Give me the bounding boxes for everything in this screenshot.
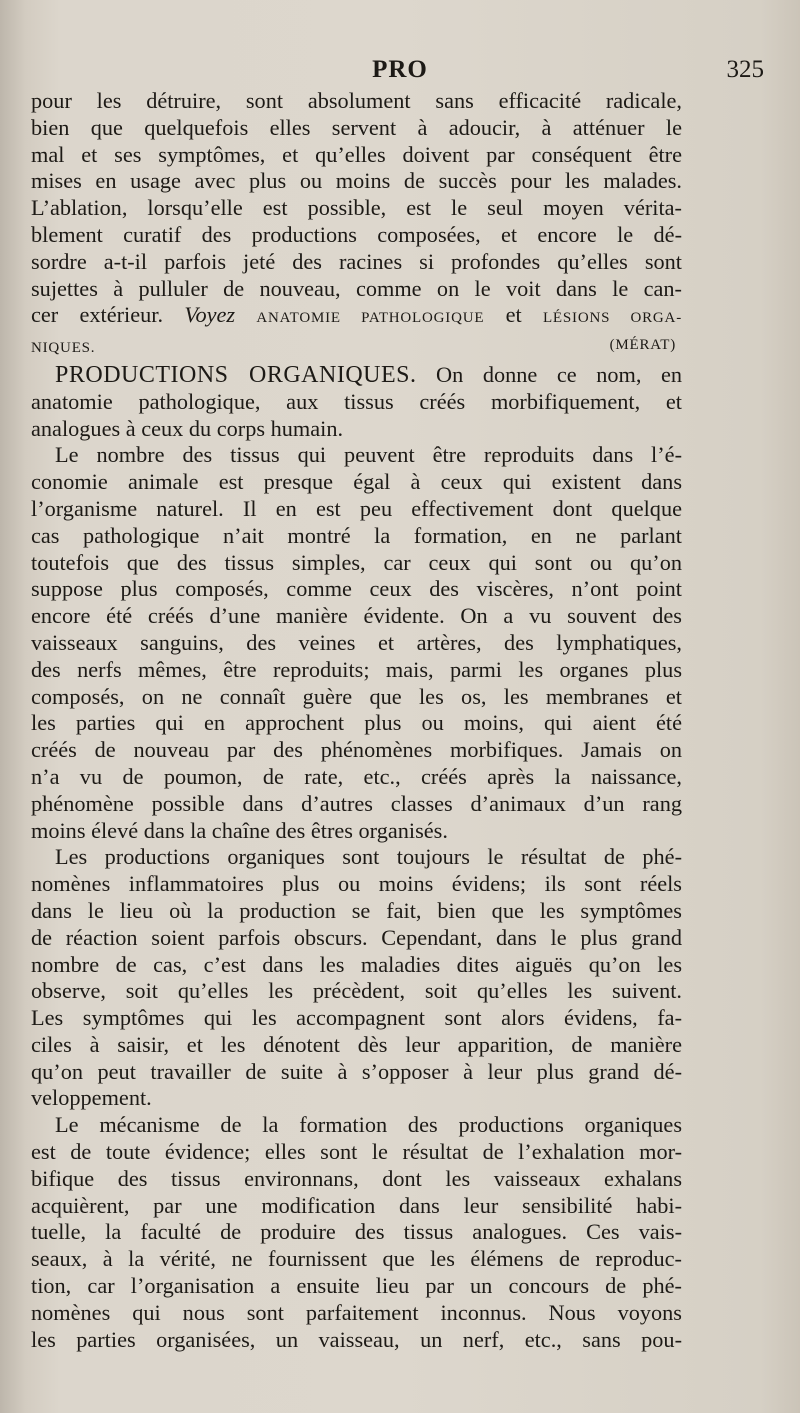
text-line: analogues à ceux du corps humain. (31, 415, 344, 441)
text-line: sujettes à pulluler de nouveau, comme on le voit dans le can- (31, 275, 682, 301)
text-line: bifique des tissus environnans, dont les vaisseaux exhalans (31, 1165, 682, 1191)
page-header (30, 56, 770, 90)
text-line: tion, car l’organisation a ensuite lieu par un concours de phé- (31, 1273, 682, 1299)
text-line: encore été créés d’une manière évidente. On a vu souvent des (31, 603, 682, 629)
text-line: moins élevé dans la chaîne des êtres organisés. (31, 817, 448, 843)
text-line: Le nombre des tissus qui peuvent être reproduits dans l’é- (55, 442, 682, 468)
paragraph (31, 1112, 682, 1353)
text-line: qu’on peut travailler de suite à s’opposer à leur plus grand dé- (31, 1058, 682, 1084)
text-line: suppose plus composés, comme ceux des viscères, n’ont point (31, 576, 682, 602)
text-line: des nerfs mêmes, être reproduits; mais, parmi les organes plus (31, 656, 682, 682)
paragraph (31, 844, 682, 1112)
author-signature: (MÉRAT) (609, 337, 676, 354)
paragraph (31, 442, 682, 844)
text-line: phénomène possible dans d’autres classes d’animaux d’un rang (31, 790, 682, 816)
paragraph-end-of-previous-entry (31, 88, 682, 362)
text-line: seaux, à la vérité, ne fournissent que les élémens de reproduc- (31, 1246, 682, 1272)
text-line: mal et ses symptômes, et qu’elles doivent par conséquent être (31, 141, 682, 167)
text-line: acquièrent, par une modification dans leur sensibilité habi- (31, 1192, 682, 1218)
text-line: Les productions organiques sont toujours le résultat de phé- (55, 844, 682, 870)
text-line: pour les détruire, sont absolument sans efficacité radicale, (31, 88, 682, 113)
text-line: nomènes inflammatoires plus ou moins évidens; ils sont réels (31, 871, 682, 897)
cross-reference: ANATOMIE PATHOLOGIQUE (256, 310, 485, 327)
text-line: de réaction soient parfois obscurs. Cependant, dans le plus grand (31, 924, 682, 950)
page-number: 325 (726, 56, 764, 83)
text-fragment: et (505, 302, 522, 328)
running-head: PRO (372, 56, 428, 83)
text-line: observe, soit qu’elles les précèdent, soit qu’elles les suivent. (31, 978, 682, 1004)
text-line: sordre a-t-il parfois jeté des racines si profondes qu’elles sont (31, 248, 682, 274)
text-line: vaisseaux sanguins, des veines et artères, des lymphatiques, (31, 629, 682, 655)
text-line: L’ablation, lorsqu’elle est possible, est le seul moyen vérita- (31, 195, 682, 221)
entry-title: PRODUCTIONS ORGANIQUES. (55, 361, 417, 388)
text-line: mises en usage avec plus ou moins de succès pour les malades. (31, 168, 682, 194)
text-line: veloppement. (31, 1085, 152, 1111)
text-line: les parties qui en approchent plus ou moins, qui aient été (31, 710, 682, 736)
text-line: composés, on ne connaît guère que les os, les membranes et (31, 683, 682, 709)
text-line: nomènes qui nous sont parfaitement inconnus. Nous voyons (31, 1299, 682, 1325)
text-line-cross-reference (31, 302, 682, 332)
text-line: bien que quelquefois elles servent à adoucir, à atténuer le (31, 114, 682, 140)
text-line: nombre de cas, c’est dans les maladies dites aiguës qu’on les (31, 951, 682, 977)
text-line: conomie animale est presque égal à ceux qui existent dans (31, 469, 682, 495)
cross-reference: LÉSIONS ORGA- (542, 310, 682, 327)
text-line: cas pathologique n’ait montré la formation, en ne parlant (31, 522, 682, 548)
text-line: créés de nouveau par des phénomènes morbifiques. Jamais on (31, 737, 682, 763)
text-line: toutefois que des tissus simples, car ceux qui sont ou qu’on (31, 549, 682, 575)
text-line: Les symptômes qui les accompagnent sont alors évidens, fa- (31, 1005, 682, 1031)
text-line: blement curatif des productions composées, et encore le dé- (31, 221, 682, 247)
text-line: l’organisme naturel. Il en est peu effectivement dont quelque (31, 495, 682, 521)
text-line: est de toute évidence; elles sont le résultat de l’exhalation mor- (31, 1139, 682, 1165)
page-body (31, 88, 682, 1353)
text-line: les parties organisées, un vaisseau, un nerf, etc., sans pou- (31, 1326, 682, 1352)
text-line: n’a vu de poumon, de rate, etc., créés après la naissance, (31, 763, 682, 789)
text-line: tuelle, la faculté de produire des tissus analogues. Ces vais- (31, 1219, 682, 1245)
text-fragment: cer extérieur. (31, 302, 164, 328)
text-line: anatomie pathologique, aux tissus créés morbifiquement, et (31, 388, 682, 414)
entry-heading-line (31, 362, 682, 389)
text-line: dans le lieu où la production se fait, bien que les symptômes (31, 897, 682, 923)
text-line: ciles à saisir, et les dénotent dès leur apparition, de manière (31, 1031, 682, 1057)
text-fragment: On donne ce nom, en (436, 361, 682, 387)
cross-reference: NIQUES. (31, 340, 96, 357)
voyez-italic: Voyez (184, 302, 236, 328)
text-line-signature (31, 332, 682, 362)
entry-productions-organiques (31, 362, 682, 442)
text-line: Le mécanisme de la formation des productions organiques (55, 1112, 682, 1138)
